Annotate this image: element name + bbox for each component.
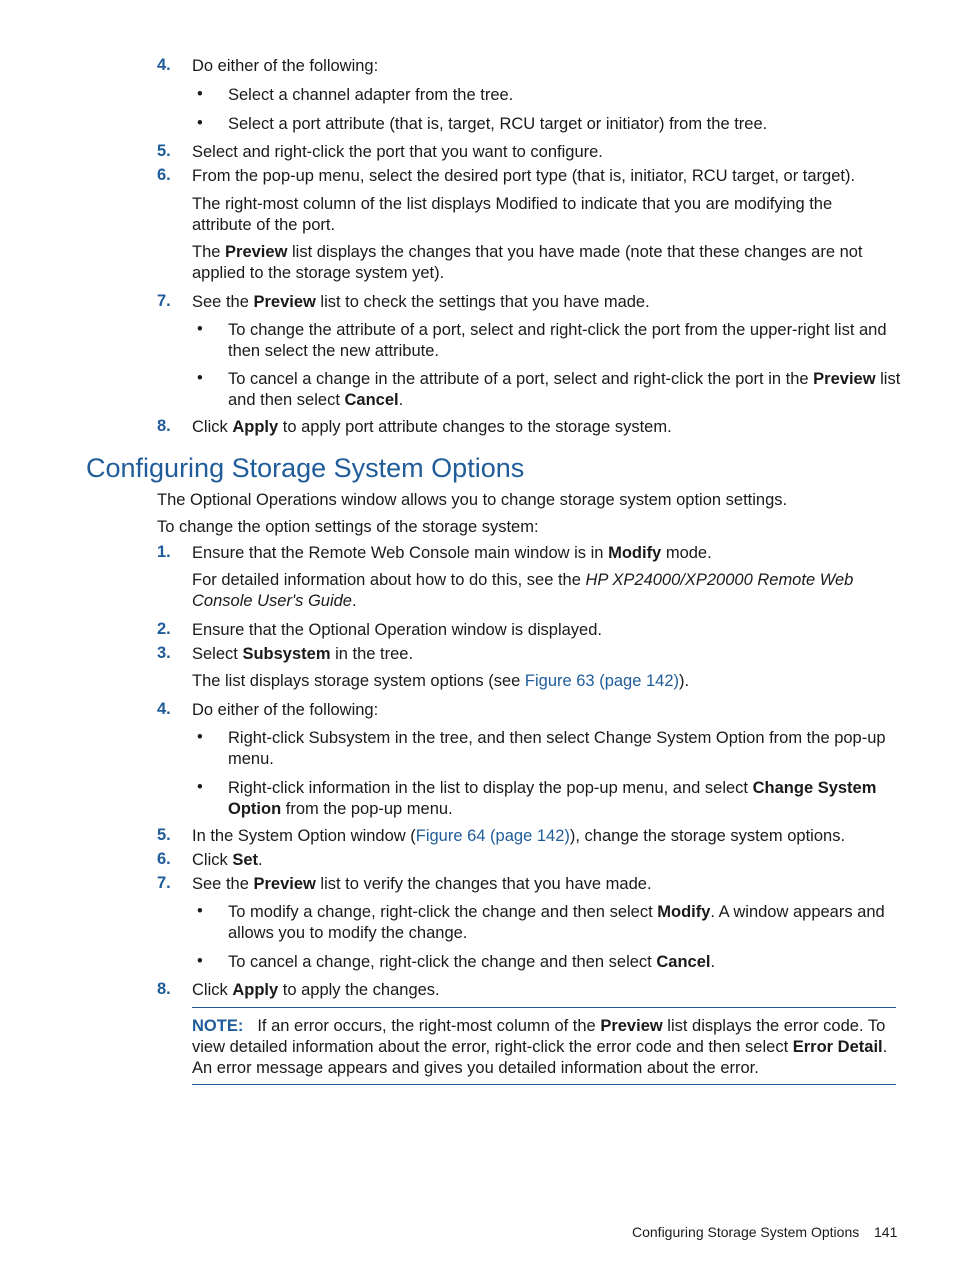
figure-link[interactable]: Figure 63 (page 142) <box>524 672 680 690</box>
bullet: • <box>197 902 203 920</box>
bullet-text: To cancel a change, right-click the change and then select Cancel. <box>228 953 716 971</box>
step-number: 7. <box>157 292 171 310</box>
step-text: Click Set. <box>192 851 263 869</box>
section-title: Configuring Storage System Options <box>86 453 525 483</box>
paragraph: The right-most column of the list displays Modified to indicate that you are modifying the attribute of the port. <box>192 195 833 234</box>
step-number: 4. <box>157 700 171 718</box>
step-number: 1. <box>157 543 171 561</box>
step-text: Ensure that the Optional Operation window is displayed. <box>192 621 602 639</box>
step-text: Click Apply to apply port attribute changes to the storage system. <box>192 418 672 436</box>
bullet-text: Right-click information in the list to display the pop-up menu, and select Change System Option from the pop-up menu. <box>228 779 877 818</box>
bullet-text: Right-click Subsystem in the tree, and then select Change System Option from the pop-up menu. <box>228 729 886 768</box>
note-label: NOTE: <box>192 1017 244 1035</box>
step-text: Select and right-click the port that you want to configure. <box>192 143 603 161</box>
step-text: Do either of the following: <box>192 701 379 719</box>
bullet-text: Select a port attribute (that is, target, RCU target or initiator) from the tree. <box>228 115 768 133</box>
paragraph: The list displays storage system options (see Figure 63 (page 142)). <box>192 672 690 690</box>
step-number: 6. <box>157 166 171 184</box>
step-number: 6. <box>157 850 171 868</box>
note-text: NOTE: If an error occurs, the right-most column of the Preview list displays the error code. To view detailed information about the error, right-click the error code and then select Error Detail. An error message appears and gives you detailed information about the error. <box>192 1017 888 1077</box>
bullet-text: To cancel a change in the attribute of a port, select and right-click the port in the Preview list and then select Cancel. <box>228 370 901 409</box>
bullet-text: To change the attribute of a port, select and right-click the port from the upper-right list and then select the new attribute. <box>228 321 887 360</box>
bullet: • <box>197 320 203 338</box>
bullet: • <box>197 778 203 796</box>
step-number: 8. <box>157 980 171 998</box>
step-text: Do either of the following: <box>192 57 379 75</box>
bullet-text: Select a channel adapter from the tree. <box>228 86 514 104</box>
bullet: • <box>197 85 203 103</box>
intro-paragraph: To change the option settings of the storage system: <box>157 518 539 536</box>
step-number: 7. <box>157 874 171 892</box>
step-text: See the Preview list to verify the changes that you have made. <box>192 875 652 893</box>
step-text: In the System Option window (Figure 64 (page 142)), change the storage system options. <box>192 827 846 845</box>
step-text: From the pop-up menu, select the desired port type (that is, initiator, RCU target, or target). <box>192 167 856 185</box>
step-number: 2. <box>157 620 171 638</box>
step-number: 5. <box>157 826 171 844</box>
page-number: 141 <box>874 1224 898 1240</box>
note-box <box>192 1007 896 1085</box>
footer-title: Configuring Storage System Options <box>632 1224 860 1240</box>
bullet: • <box>197 369 203 387</box>
step-text: Click Apply to apply the changes. <box>192 981 440 999</box>
step-text: See the Preview list to check the settings that you have made. <box>192 293 650 311</box>
step-text: Ensure that the Remote Web Console main window is in Modify mode. <box>192 544 712 562</box>
bullet: • <box>197 114 203 132</box>
paragraph: The Preview list displays the changes that you have made (note that these changes are not applied to the storage system yet). <box>192 243 863 282</box>
intro-paragraph: The Optional Operations window allows you to change storage system option settings. <box>157 491 788 509</box>
step-number: 8. <box>157 417 171 435</box>
paragraph: For detailed information about how to do this, see the HP XP24000/XP20000 Remote Web Console User's Guide. <box>192 571 854 610</box>
figure-link[interactable]: Figure 64 (page 142) <box>415 827 570 845</box>
step-text: Select Subsystem in the tree. <box>192 645 414 663</box>
bullet: • <box>197 728 203 746</box>
step-number: 3. <box>157 644 171 662</box>
bullet: • <box>197 952 203 970</box>
step-number: 5. <box>157 142 171 160</box>
bullet-text: To modify a change, right-click the change and then select Modify. A window appears and allows you to modify the change. <box>228 903 885 942</box>
step-number: 4. <box>157 56 171 74</box>
